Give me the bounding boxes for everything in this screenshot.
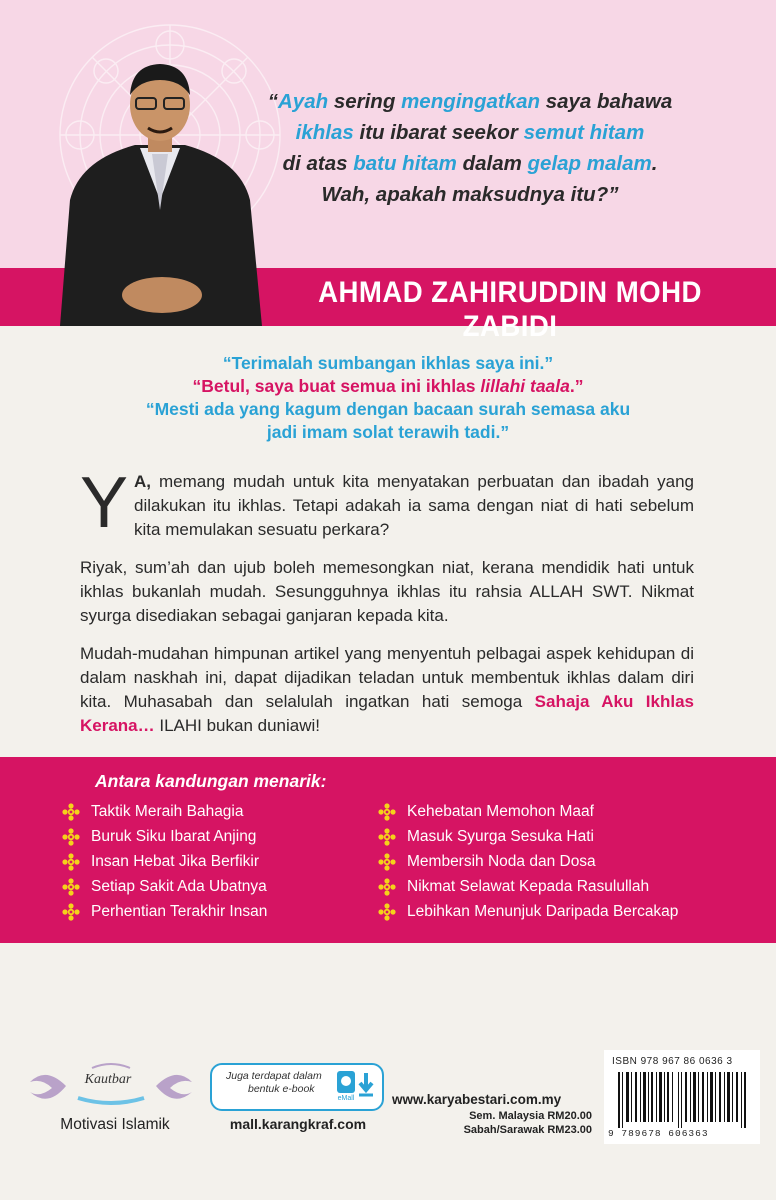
price-east: Sabah/Sarawak RM23.00	[463, 1124, 592, 1136]
paragraph: Y A, memang mudah untuk kita menyatakan perbuatan dan ibadah yang dilakukan itu ikhlas. Tetapi adakah ia sama dengan niat di hati sebelum kita memulakan sesuatu perkara?	[80, 463, 694, 543]
mall-url: mall.karangkraf.com	[229, 1116, 367, 1132]
isbn-box	[604, 1050, 760, 1144]
contents-item: Membersih Noda dan Dosa	[378, 849, 678, 874]
website-url: www.karyabestari.com.my	[392, 1092, 562, 1107]
ornament-icon	[62, 853, 80, 871]
price-peninsular: Sem. Malaysia RM20.00	[469, 1110, 592, 1122]
ornament-icon	[378, 903, 396, 921]
publisher-tagline: Motivasi Islamik	[60, 1116, 170, 1133]
contents-item: Taktik Meraih Bahagia	[62, 799, 267, 824]
contents-item: Nikmat Selawat Kepada Rasulullah	[378, 874, 678, 899]
dialogue-line: “Mesti ada yang kagum dengan bacaan surah semasa aku	[145, 399, 631, 419]
ornament-icon	[62, 878, 80, 896]
drop-cap: Y	[80, 463, 129, 543]
synopsis	[80, 463, 695, 752]
paragraph: Mudah-mudahan himpunan artikel yang menyentuh pelbagai aspek kehidupan di dalam naskhah ini, dapat dijadikan teladan untuk membentuk ikhlas dalam diri kita. Muhasabah dan selalulah ingatkan hati semoga Sahaja Aku Ikhlas Kerana… ILAHI bukan duniawi!	[80, 644, 695, 735]
contents-item: Perhentian Terakhir Insan	[62, 899, 267, 924]
contents-right-column	[378, 799, 678, 924]
contents-item: Setiap Sakit Ada Ubatnya	[62, 874, 267, 899]
dialogue-line: “Betul, saya buat semua ini ikhlas lillahi taala.”	[192, 376, 584, 396]
author-portrait	[40, 50, 280, 326]
dialogue-line: “Terimalah sumbangan ikhlas saya ini.”	[222, 353, 554, 373]
top-quote: “Ayah sering mengingatkan saya bahawa ikhlas itu ibarat seekor semut hitam di atas batu hitam dalam gelap malam. Wah, apakah maksudnya itu?”	[267, 90, 673, 206]
contents-item: Masuk Syurga Sesuka Hati	[378, 824, 678, 849]
svg-text:eMall: eMall	[337, 1095, 355, 1102]
ebook-badge	[210, 1063, 384, 1111]
contents-panel	[0, 757, 776, 943]
contents-left-column	[62, 799, 267, 924]
ornament-icon	[378, 878, 396, 896]
contents-item: Kehebatan Memohon Maaf	[378, 799, 678, 824]
ornament-icon	[378, 828, 396, 846]
contents-item: Insan Hebat Jika Berfikir	[62, 849, 267, 874]
ebook-text: Juga terdapat dalam bentuk e-book	[226, 1070, 322, 1095]
ornament-icon	[378, 803, 396, 821]
ornament-icon	[378, 853, 396, 871]
paragraph: Riyak, sum’ah dan ujub boleh memesongkan niat, kerana mendidik hati untuk ikhlas bukanlah mudah. Sesungguhnya ikhlas itu rahsia ALLAH SWT. Nikmat syurga disediakan sebagai ganjaran kepada kita.	[80, 558, 694, 625]
book-title: Sahaja Aku Ikhlas Kerana…	[80, 692, 695, 735]
dialogue-lines	[0, 352, 776, 444]
publisher-name: Kautbar	[84, 1072, 132, 1087]
ornament-icon	[62, 828, 80, 846]
dialogue-line: jadi imam solat terawih tadi.”	[266, 422, 510, 442]
download-icon	[336, 1069, 378, 1103]
author-name: AHMAD ZAHIRUDDIN MOHD ZABIDI	[318, 276, 702, 343]
contents-title: Antara kandungan menarik:	[95, 771, 327, 791]
isbn-label: ISBN 978 967 86 0636 3	[612, 1056, 733, 1067]
contents-item: Lebihkan Menunjuk Daripada Bercakap	[378, 899, 678, 924]
isbn-digits: 9 789678 606363	[608, 1128, 709, 1139]
barcode	[612, 1072, 752, 1128]
ornament-icon	[62, 903, 80, 921]
contents-item: Buruk Siku Ibarat Anjing	[62, 824, 267, 849]
ornament-icon	[62, 803, 80, 821]
